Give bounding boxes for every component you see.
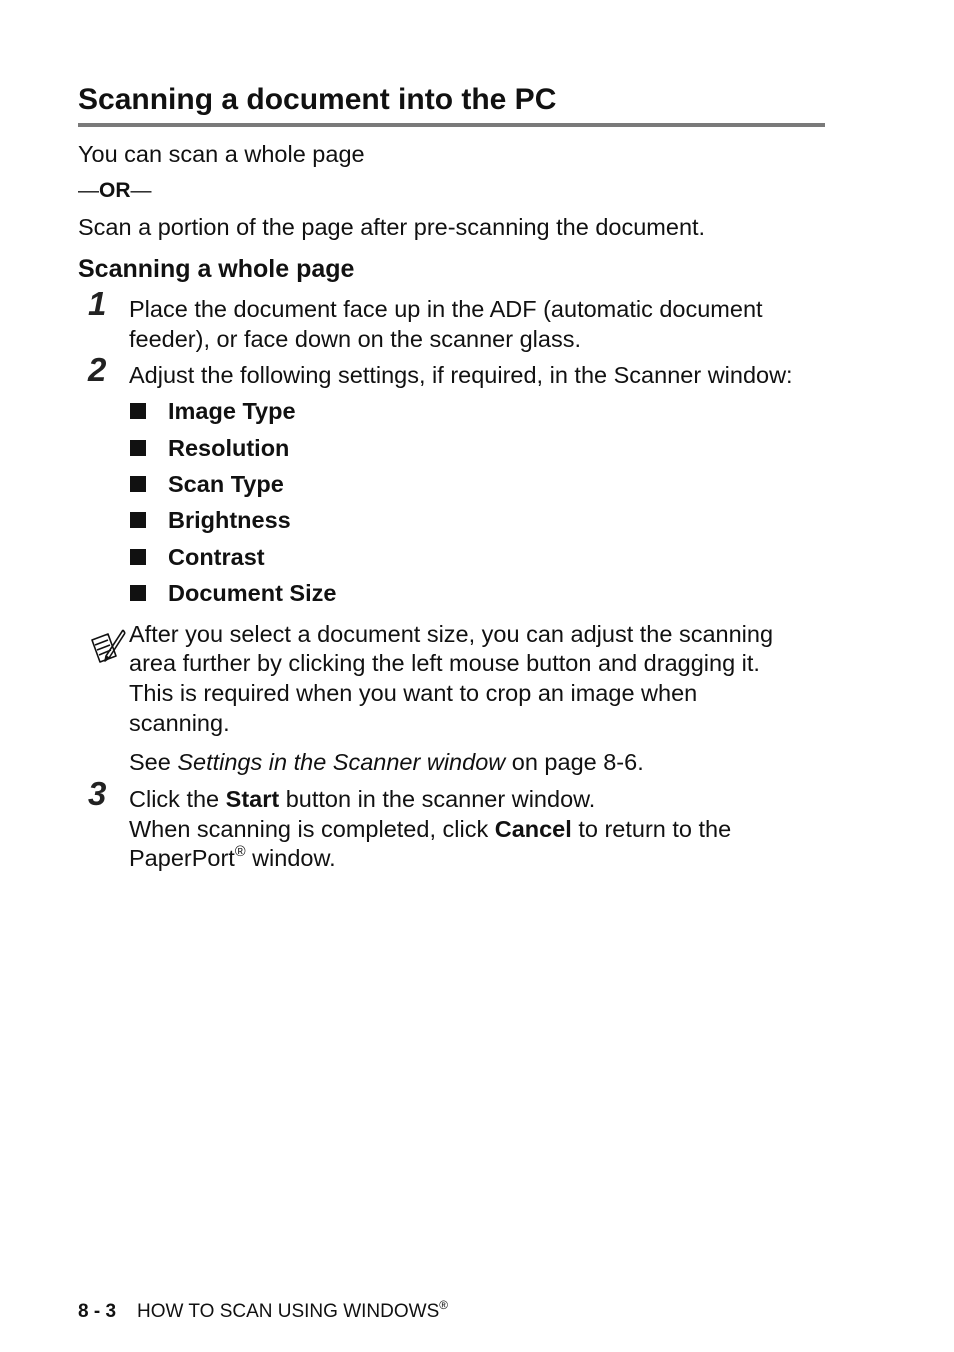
step-1-line-1: Place the document face up in the ADF (automatic document (129, 296, 763, 322)
step-3-line-2 (129, 814, 731, 844)
step-number-1: 1 (88, 285, 107, 322)
or-dash-right: — (130, 179, 152, 202)
cancel-button-label: Cancel (494, 816, 572, 842)
intro-line-2: Scan a portion of the page after pre-scanning the document. (78, 214, 706, 240)
or-separator (78, 178, 152, 204)
note-see-reference (129, 747, 644, 777)
step-3-line-1 (129, 784, 595, 814)
list-item: Resolution (168, 435, 290, 461)
footer-section-title (137, 1300, 448, 1324)
list-item: Image Type (168, 398, 296, 424)
step-1-line-2: feeder), or face down on the scanner glass. (129, 326, 581, 352)
step-number-2: 2 (88, 351, 107, 388)
step-3-line-3 (129, 843, 336, 873)
step-2-line-1: Adjust the following settings, if required, in the Scanner window: (129, 362, 793, 388)
footer-section-text: HOW TO SCAN USING WINDOWS (137, 1301, 440, 1322)
intro-line-1: You can scan a whole page (78, 141, 365, 167)
see-pre: See (129, 749, 178, 775)
step-3-line-3-post: window. (245, 845, 336, 871)
title-divider (78, 123, 825, 127)
bullet-icon (130, 512, 146, 528)
note-line-3: This is required when you want to crop an image when (129, 680, 698, 706)
note-pencil-icon (86, 626, 126, 666)
step-3-line-1-post: button in the scanner window. (279, 786, 596, 812)
step-3-line-2-pre: When scanning is completed, click (129, 816, 495, 842)
list-item: Scan Type (168, 471, 284, 497)
section-subheading: Scanning a whole page (78, 255, 355, 283)
or-dash-left: — (78, 179, 99, 202)
step-3-line-3-pre: PaperPort (129, 845, 235, 871)
note-line-2: area further by clicking the left mouse button and dragging it. (129, 650, 760, 676)
list-item: Document Size (168, 580, 337, 606)
list-item: Contrast (168, 544, 265, 570)
footer-registered-mark: ® (439, 1298, 448, 1312)
bullet-icon (130, 440, 146, 456)
see-post: on page 8-6. (505, 749, 644, 775)
bullet-icon (130, 585, 146, 601)
footer-page-number: 8 - 3 (78, 1301, 117, 1322)
bullet-icon (130, 403, 146, 419)
note-line-4: scanning. (129, 710, 230, 736)
bullet-icon (130, 549, 146, 565)
cross-reference-link: Settings in the Scanner window (177, 749, 506, 775)
note-line-1: After you select a document size, you can adjust the scanning (129, 621, 774, 647)
or-word: OR (99, 179, 131, 202)
page-title: Scanning a document into the PC (78, 83, 557, 116)
step-number-3: 3 (88, 775, 107, 812)
step-3-line-1-pre: Click the (129, 786, 226, 812)
registered-mark: ® (234, 843, 246, 860)
bullet-icon (130, 476, 146, 492)
step-3-line-2-post: to return to the (571, 816, 732, 842)
list-item: Brightness (168, 507, 291, 533)
start-button-label: Start (225, 786, 280, 812)
